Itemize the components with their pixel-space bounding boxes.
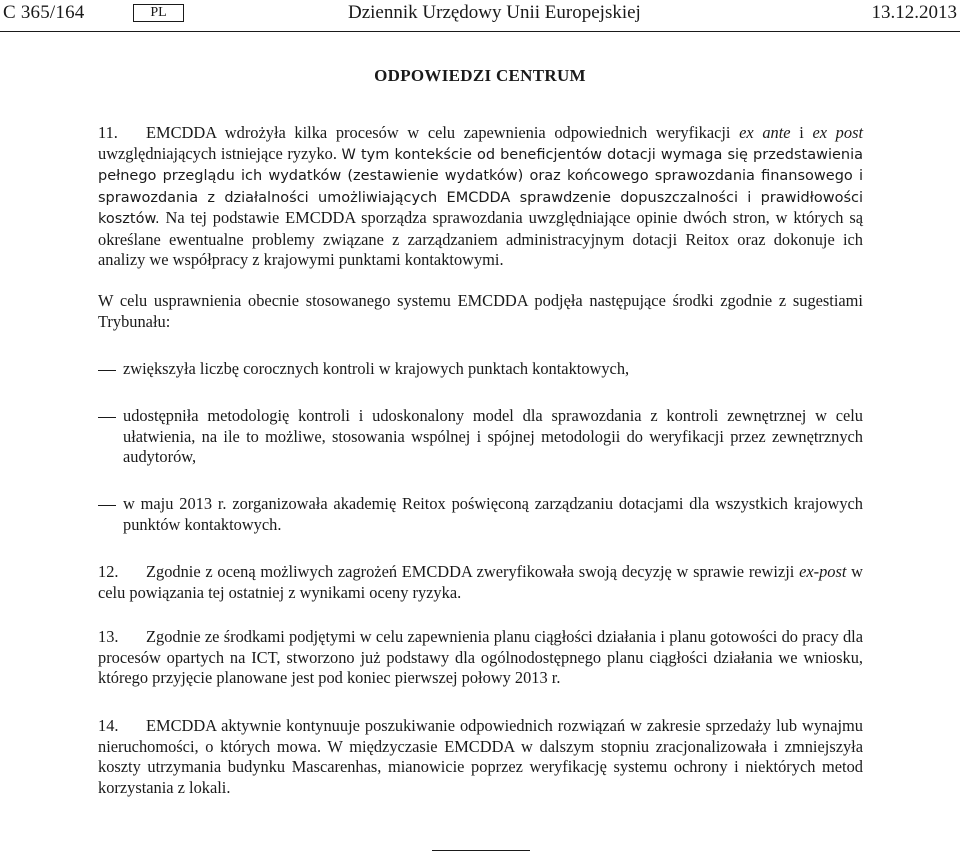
paragraph-text: Zgodnie ze środkami podjętymi w celu zapewnienia planu ciągłości działania i planu gotowości do pracy dla procesów opartych na ICT, stworzono już podstawy dla ogólnodostępnego planu ciągłości działania we wniosku, którego przyjęcie planowane jest pod koniec pierwszej połowy 2013 r. (98, 627, 863, 687)
intro-paragraph (98, 291, 863, 332)
language-badge: PL (133, 4, 184, 22)
dash-bullet (98, 417, 116, 418)
paragraph-text: EMCDDA wdrożyła kilka procesów w celu zapewnienia odpowiednich weryfikacji (146, 123, 740, 142)
issue-number: C 365/164 (3, 2, 85, 23)
list-item (98, 359, 863, 380)
section-title: ODPOWIEDZI CENTRUM (374, 66, 586, 85)
paragraph-text: uwzględniających istniejące ryzyko. (98, 143, 342, 163)
paragraph-text: Na tej podstawie EMCDDA sporządza sprawozdania uwzględniające opinie dwóch stron, w których są określane ewentualne problemy związane z zarządzaniem administracyjnym dotacji Reitox oraz dokonuje ich analizy we współpracy z krajowymi punktami kontaktowymi. (98, 208, 863, 269)
dash-bullet (98, 505, 116, 506)
header-divider (0, 31, 960, 32)
paragraph-number: 13. (98, 627, 119, 646)
list-item (98, 406, 863, 468)
italic-term: ex post (812, 123, 863, 142)
list-item-text: udostępniła metodologię kontroli i udoskonalony model dla sprawozdania z kontroli zewnętrznej w celu ułatwienia, na ile to możliwe, stosowania wspólnej i spójnej metodologii do weryfikacji przez zewnętrznych audytorów, (123, 406, 863, 466)
list-item (98, 494, 863, 535)
paragraph-14 (98, 716, 863, 798)
italic-term: ex ante (739, 123, 791, 142)
paragraph-text: w celu powiązania tej ostatniej z wynikami oceny ryzyka. (98, 562, 863, 602)
paragraph-text: W celu usprawnienia obecnie stosowanego systemu EMCDDA podjęła następujące środki zgodnie z sugestiami Trybunału: (98, 291, 863, 331)
paragraph-text: EMCDDA aktywnie kontynuuje poszukiwanie odpowiednich rozwiązań w zakresie sprzedaży lub wynajmu nieruchomości, o których mowa. W międzyczasie EMCDDA w dalszym stopniu zracjonalizowała i zmniejszyła koszty utrzymania budynku Mascarenhas, mianowicie poprzez weryfikację systemu ochrony i niektórych metod korzystania z lokali. (98, 716, 863, 797)
paragraph-text-sans: W tym kontekście od beneficjentów dotacji wymaga się przedstawienia pełnego przeglądu ich wydatków (zestawienie wydatków) oraz końcowego sprawozdania finansowego i sprawozdania z działalności umożliwiających EMCDDA sprawdzenie dopuszczalności i prawidłowości kosztów. (98, 146, 863, 227)
publication-date: 13.12.2013 (871, 2, 957, 23)
paragraph-13 (98, 627, 863, 689)
paragraph-text: Zgodnie z oceną możliwych zagrożeń EMCDDA zweryfikowała swoją decyzję w sprawie rewizji (146, 562, 800, 581)
paragraph-number: 11. (98, 123, 118, 142)
dash-bullet (98, 370, 116, 371)
paragraph-text: i (790, 123, 813, 142)
paragraph-12 (98, 562, 863, 603)
list-item-text: w maju 2013 r. zorganizowała akademię Reitox poświęconą zarządzaniu dotacjami dla wszystkich krajowych punktów kontaktowych. (123, 494, 863, 534)
paragraph-number: 12. (98, 562, 119, 581)
journal-title: Dziennik Urzędowy Unii Europejskiej (348, 2, 641, 23)
footnote-divider (432, 850, 530, 851)
paragraph-number: 14. (98, 716, 119, 735)
paragraph-11 (98, 123, 863, 271)
list-item-text: zwiększyła liczbę corocznych kontroli w krajowych punktach kontaktowych, (123, 359, 630, 378)
page-header (0, 2, 960, 28)
italic-term: ex-post (799, 562, 847, 581)
